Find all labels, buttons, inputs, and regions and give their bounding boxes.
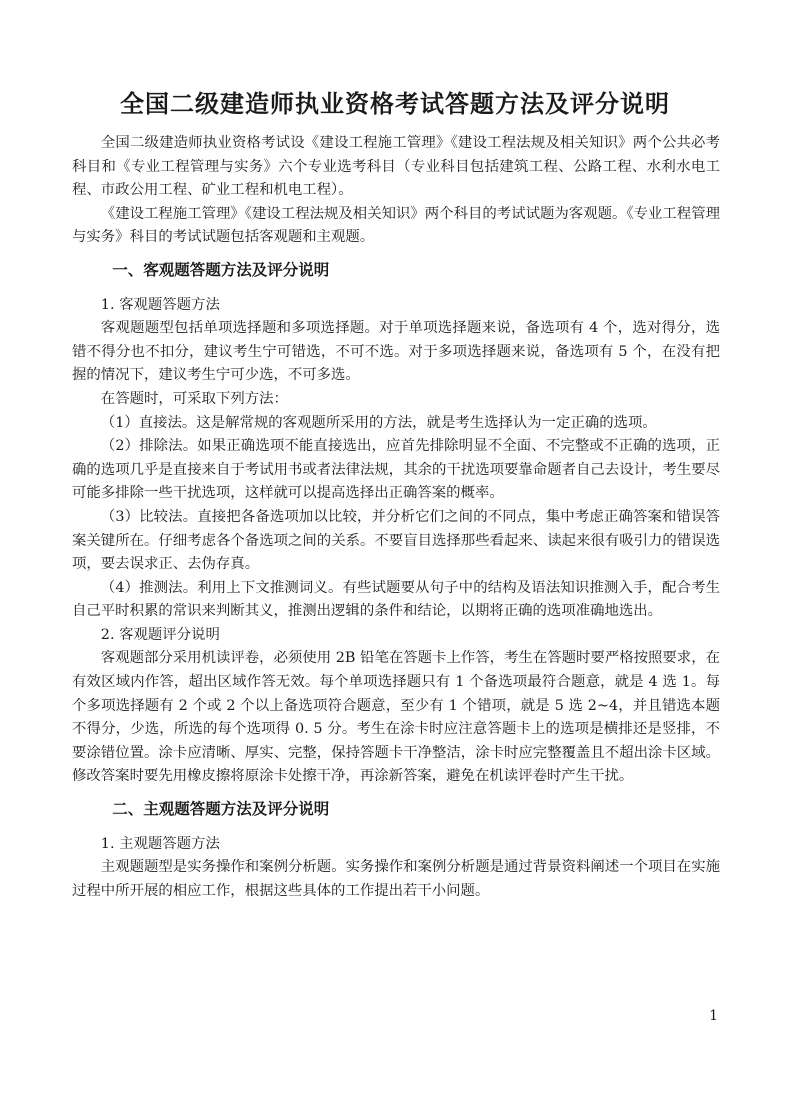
body-paragraph: 在答题时，可采取下列方法： xyxy=(100,390,288,407)
method-paragraph: （3）比较法。直接把各备选项加以比较，并分析它们之间的不同点，集中考虑正确答案和错误答案关键所在。仔细考虑各个备选项之间的关系。不要盲目选择那些看起来、读起来很有吸引力的错误选项，要去误求正、去伪存真。 xyxy=(72,508,720,573)
body-paragraph: 客观题题型包括单项选择题和多项选择题。对于单项选择题来说，备选项有 4 个，选对得分，选错不得分也不扣分，建议考生宁可错选，不可不选。对于多项选择题来说，备选项有 5 个，在没有把握的情况下，建议考生宁可少选，不可多选。 xyxy=(72,320,720,384)
body-paragraph: 客观题部分采用机读评卷，必须使用 2B 铅笔在答题卡上作答，考生在答题时要严格按照要求，在有效区域内作答，超出区域作答无效。每个单项选择题只有 1 个备选项最符合题意，就是 4 选 1。每个多项选择题有 2 个或 2 个以上备选项符合题意，至少有 1 个错项，就是 5 选 2~4，并且错选本题不得分，少选，所选的每个选项得 0. 5 分。考生在涂卡时应注意答题卡上的选项是横排还是竖排，不要涂错位置。涂卡应清晰、厚实、完整，保持答题卡干净整洁，涂卡时应完整覆盖且不超出涂卡区域。修改答案时要先用橡皮擦将原涂卡处擦干净，再涂新答案，避免在机读评卷时产生干扰。 xyxy=(72,650,720,785)
intro-paragraph: 全国二级建造师执业资格考试设《建设工程施工管理》《建设工程法规及相关知识》两个公共必考科目和《专业工程管理与实务》六个专业选考科目（专业科目包括建筑工程、公路工程、水利水电工程、市政公用工程、矿业工程和机电工程）。 xyxy=(72,135,720,199)
method-paragraph: （1）直接法。这是解常规的客观题所采用的方法，就是考生选择认为一定正确的选项。 xyxy=(100,414,657,431)
subsection-heading: 1. 主观题答题方法 xyxy=(100,835,220,852)
subsection-heading: 2. 客观题评分说明 xyxy=(100,626,220,643)
body-paragraph: 主观题题型是实务操作和案例分析题。实务操作和案例分析题是通过背景资料阐述一个项目在实施过程中所开展的相应工作，根据这些具体的工作提出若干小问题。 xyxy=(72,859,720,899)
document-body xyxy=(72,132,720,903)
method-paragraph: （2）排除法。如果正确选项不能直接选出，应首先排除明显不全面、不完整或不正确的选项，正确的选项几乎是直接来自于考试用书或者法律法规，其余的干扰选项要靠命题者自己去设计，考生要尽可能多排除一些干扰选项，这样就可以提高选择出正确答案的概率。 xyxy=(72,438,720,502)
intro-paragraph: 《建设工程施工管理》《建设工程法规及相关知识》两个科目的考试试题为客观题。《专业工程管理与实务》科目的考试试题包括客观题和主观题。 xyxy=(72,205,720,246)
section-heading: 一、客观题答题方法及评分说明 xyxy=(112,260,330,279)
section-heading: 二、主观题答题方法及评分说明 xyxy=(112,800,330,819)
document-title: 全国二级建造师执业资格考试答题方法及评分说明 xyxy=(120,90,670,119)
page-number: 1 xyxy=(709,1008,718,1024)
method-paragraph: （4）推测法。利用上下文推测词义。有些试题要从句子中的结构及语法知识推测入手，配合考生自己平时积累的常识来判断其义，推测出逻辑的条件和结论，以期将正确的选项准确地选出。 xyxy=(72,579,720,620)
subsection-heading: 1. 客观题答题方法 xyxy=(100,296,220,313)
